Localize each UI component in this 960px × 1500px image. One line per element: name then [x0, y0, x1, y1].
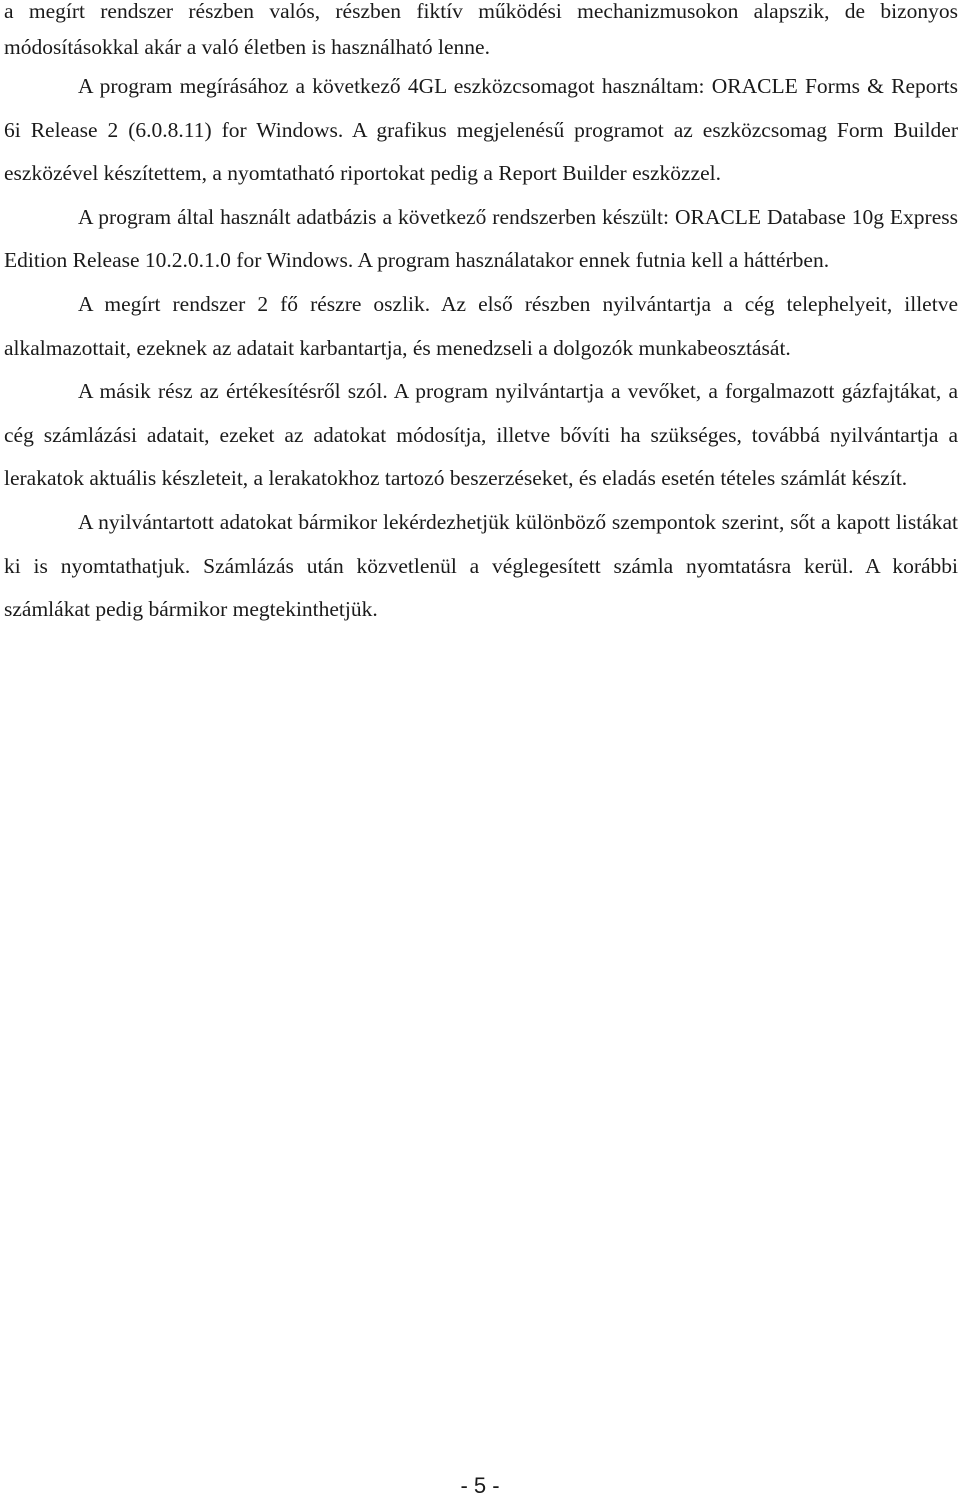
- paragraph-database: A program által használt adatbázis a következő rendszerben készült: ORACLE Database 10g Express Edition Release 10.2.0.1.0 for Windows. A program használatakor ennek futnia kell a háttérben.: [4, 204, 958, 273]
- paragraph-queries-printing: A nyilvántartott adatokat bármikor lekérdezhetjük különböző szempontok szerint, sőt a kapott listákat ki is nyomtathatjuk. Számlázás után közvetlenül a véglegesített számla nyomtatásra kerül. A korábbi számlákat pedig bármikor megtekinthetjük.: [4, 509, 958, 622]
- paragraph-development-tools: A program megírásához a következő 4GL eszközcsomagot használtam: ORACLE Forms & Reports 6i Release 2 (6.0.8.11) for Windows. A grafikus megjelenésű programot az eszközcsomag Form Builder eszközével készítettem, a nyomtatható riportokat pedig a Report Builder eszközzel.: [4, 74, 958, 186]
- paragraph-sales: A másik rész az értékesítésről szól. A program nyilvántartja a vevőket, a forgalmazott gázfajtákat, a cég számlázási adatait, ezeket az adatokat módosítja, illetve bővíti ha szükséges, továbbá nyilvántartja a lerakatok aktuális készleteit, a lerakatokhoz tartozó beszerzéseket, és eladás esetén tételes számlát készít.: [4, 379, 958, 491]
- paragraph-intro-continuation: a megírt rendszer részben valós, részben fiktív működési mechanizmusokon alapszik, de bizonyos módosításokkal akár a való életben is használható lenne.: [4, 0, 958, 59]
- page-number: - 5 -: [460, 1473, 500, 1498]
- document-page: [4, 0, 958, 632]
- paragraph-system-parts: A megírt rendszer 2 fő részre oszlik. Az első részben nyilvántartja a cég telephelyeit, illetve alkalmazottait, ezeknek az adatait karbantartja, és menedzseli a dolgozók munkabeosztását.: [4, 291, 958, 360]
